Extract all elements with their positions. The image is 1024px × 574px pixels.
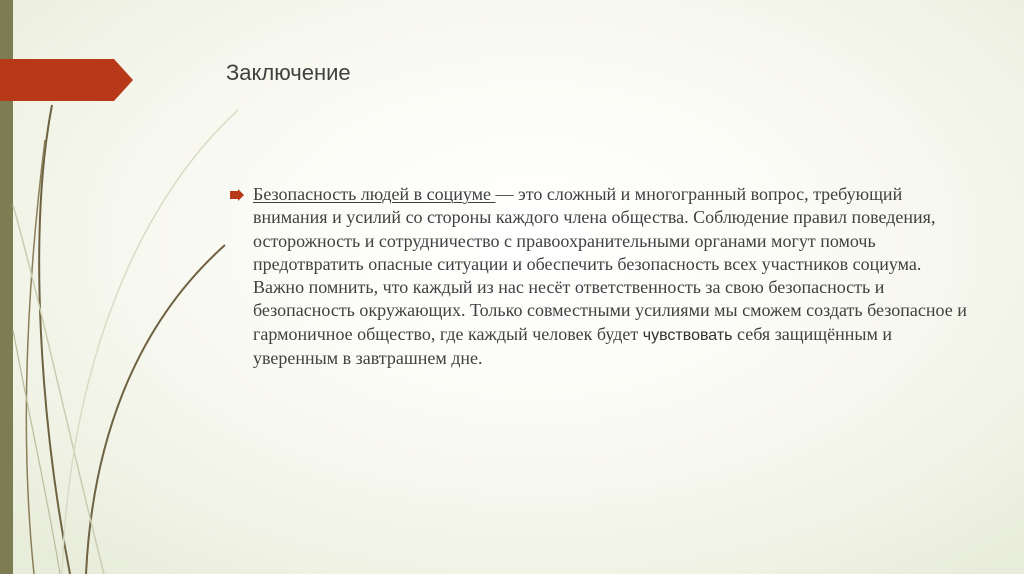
slide-content [230,183,970,370]
bullet-item [230,183,970,370]
slide-title: Заключение [226,60,351,85]
arrow-bullet-icon [230,189,244,201]
bullet-emphasis-word: чувствовать [642,326,733,344]
bullet-body-part2: себя защищённым и уверенным в завтрашнем дне. [253,323,893,369]
bullet-body-part1: — это сложный и многогранный вопрос, требующий внимания и усилий со стороны каждого члена общества. Соблюдение правил поведения, осторожность и сотрудничество с правоохранительными органами могут помочь предотвратить опасные ситуации и обеспечить безопасность всех участников социума. Важно помнить, что каждый из нас несёт ответственность за свою безопасность и безопасность окружающих. Только совместными усилиями мы сможем создать безопасное и гармоничное общество, где каждый человек будет [253,184,967,344]
bullet-text [253,183,968,370]
bullet-lead-text: Безопасность людей в социуме [253,184,496,204]
title-accent-tab [0,59,133,101]
